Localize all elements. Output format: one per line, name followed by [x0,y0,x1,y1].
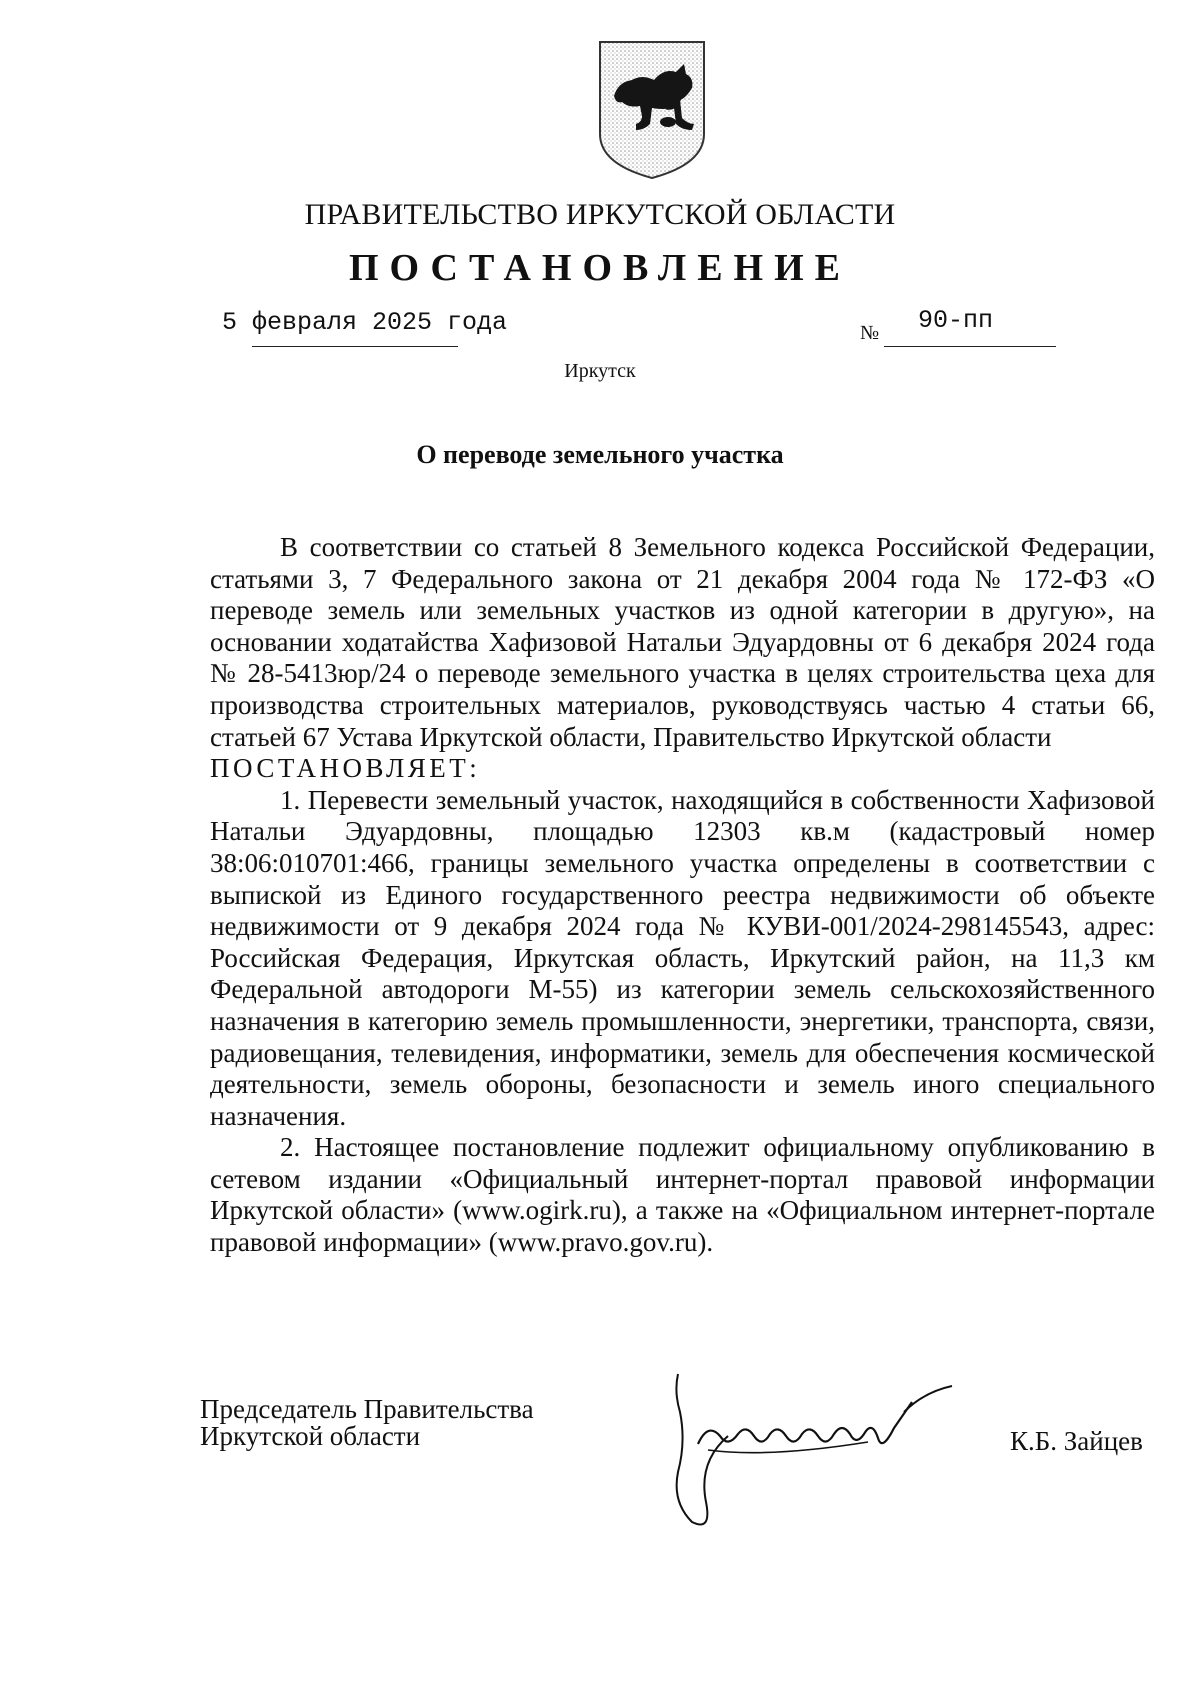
document-body [210,532,1155,1259]
signatory-title-line2: Иркутской области [200,1421,421,1451]
decree-word: ПОСТАНОВЛЯЕТ: [210,753,481,784]
signatory-name: К.Б. Зайцев [1010,1426,1143,1456]
date-underline [252,346,458,347]
document-type-title: ПОСТАНОВЛЕНИЕ [348,247,852,289]
signatory-title [200,1396,534,1450]
decree-item-1: 1. Перевести земельный участок, находящийся в собственности Хафизовой Натальи Эдуардовны, площадью 12303 кв.м (кадастровый номер 38:06:010701:466, границы земельного участка определены в соответствии с выпиской из Единого государственного реестра недвижимости об объекте недвижимости от 9 декабря 2024 года № КУВИ-001/2024-298145543, адрес: Российская Федерация, Иркутская область, Иркутский район, на 11,3 км Федеральной автодороги М-55) из категории земель сельскохозяйственного назначения в категорию земель промышленности, энергетики, транспорта, связи, радиовещания, телевидения, информатики, земель для обеспечения космической деятельности, земель обороны, безопасности и земель иного специального назначения. [210,784,1155,1131]
number-underline [884,346,1056,347]
decree-item-2: 2. Настоящее постановление подлежит официальному опубликованию в сетевом издании «Официальный интернет-портал правовой информации Иркутской области» (www.ogirk.ru), а также на «Официальном интернет-портале правовой информации» (www.pravo.gov.ru). [210,1132,1155,1258]
preamble-paragraph: В соответствии со статьей 8 Земельного кодекса Российской Федерации, статьями 3, 7 Федерального закона от 21 декабря 2004 года № 172-ФЗ «О переводе земель или земельных участков из одной категории в другую», на основании ходатайства Хафизовой Натальи Эдуардовны от 6 декабря 2024 года № 28-5413юр/24 о переводе земельного участка в целях строительства цеха для производства строительных материалов, руководствуясь частью 4 статьи 66, статьей 67 Устава Иркутской области, Правительство Иркутской области [210,532,1155,752]
organization-name: ПРАВИТЕЛЬСТВО ИРКУТСКОЙ ОБЛАСТИ [304,198,896,231]
coat-of-arms-icon [596,38,708,182]
document-date: 5 февраля 2025 года [222,308,508,337]
city-name: Иркутск [564,360,636,382]
handwritten-signature [668,1372,958,1532]
number-sign: № [860,322,880,344]
document-subject: О переводе земельного участка [416,440,784,469]
document-number: 90-пп [918,306,994,335]
signatory-title-line1: Председатель Правительства [200,1394,534,1424]
